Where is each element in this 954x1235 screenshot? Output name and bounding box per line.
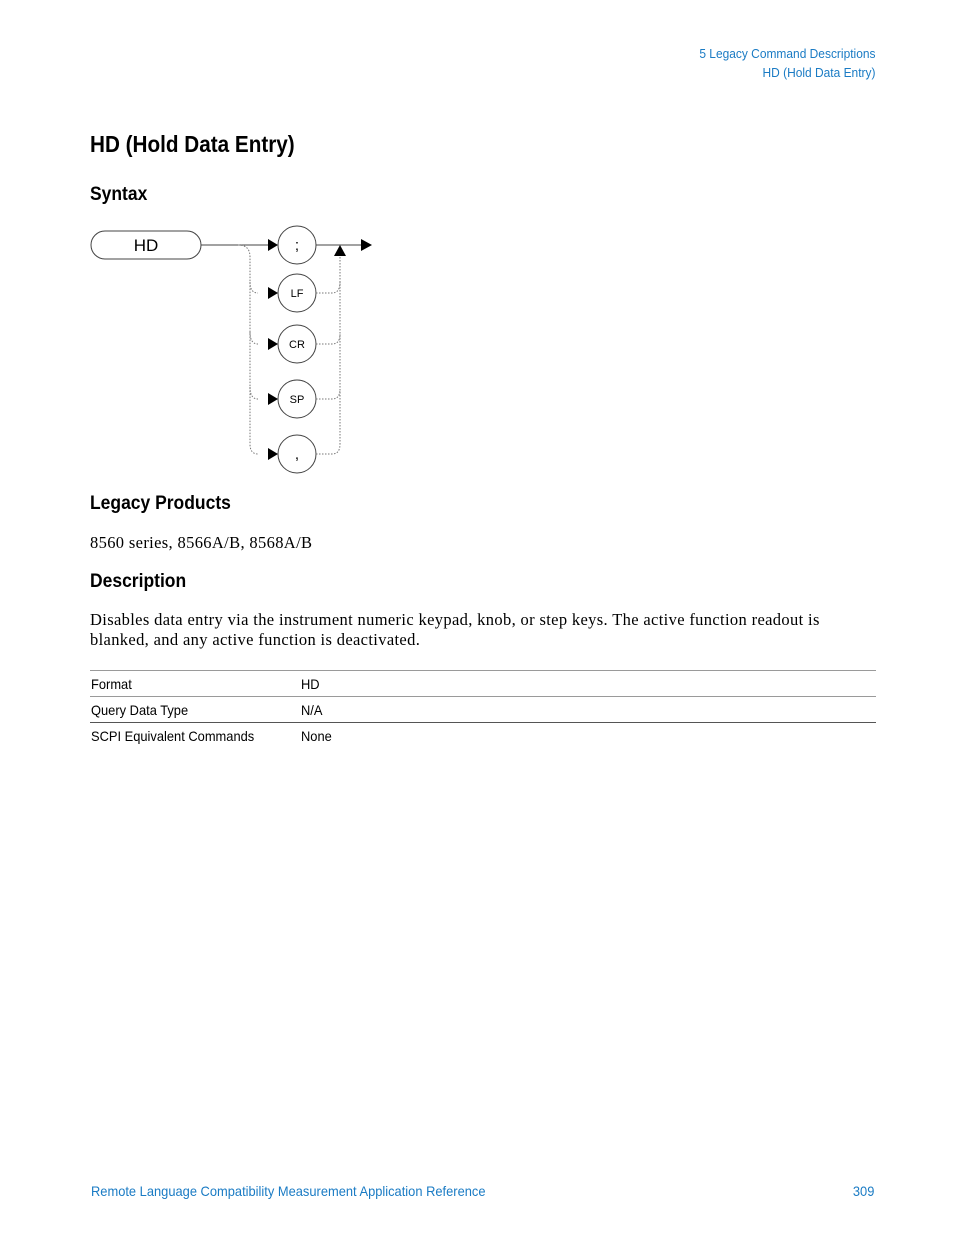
property-value: N/A bbox=[301, 701, 323, 718]
properties-table bbox=[90, 670, 876, 748]
terminator-label: , bbox=[294, 446, 300, 463]
page-title: HD (Hold Data Entry) bbox=[90, 131, 295, 157]
property-value: HD bbox=[301, 675, 320, 692]
syntax-heading: Syntax bbox=[90, 184, 148, 205]
running-head bbox=[699, 44, 875, 82]
footer-doc-title: Remote Language Compatibility Measurement Application Reference bbox=[91, 1183, 486, 1199]
description-heading: Description bbox=[90, 571, 187, 592]
property-key: Query Data Type bbox=[91, 701, 189, 718]
terminator-label: LF bbox=[290, 288, 304, 300]
command-label: HD bbox=[133, 236, 159, 255]
page-number: 309 bbox=[852, 1183, 874, 1199]
terminator-sp bbox=[278, 380, 316, 418]
terminator-comma bbox=[278, 435, 316, 473]
syntax-diagram bbox=[88, 222, 388, 482]
property-key: Format bbox=[91, 675, 132, 692]
table-row bbox=[90, 671, 876, 697]
property-value: None bbox=[301, 727, 332, 744]
table-row bbox=[90, 697, 876, 723]
terminator-semicolon bbox=[278, 226, 316, 264]
terminator-label: SP bbox=[289, 394, 305, 406]
running-head-section: HD (Hold Data Entry) bbox=[762, 65, 875, 80]
table-row bbox=[90, 723, 876, 749]
terminator-cr bbox=[278, 325, 316, 363]
terminator-label: ; bbox=[294, 237, 300, 254]
legacy-products-heading: Legacy Products bbox=[90, 493, 231, 514]
terminator-lf bbox=[278, 274, 316, 312]
terminator-label: CR bbox=[289, 339, 305, 351]
property-key: SCPI Equivalent Commands bbox=[91, 727, 255, 744]
description-text: Disables data entry via the instrument numeric keypad, knob, or step keys. The active function readout is blanked, and any active function is deactivated. bbox=[90, 610, 820, 649]
running-head-chapter: 5 Legacy Command Descriptions bbox=[698, 46, 875, 61]
legacy-products-text: 8560 series, 8566A/B, 8568A/B bbox=[90, 533, 313, 552]
